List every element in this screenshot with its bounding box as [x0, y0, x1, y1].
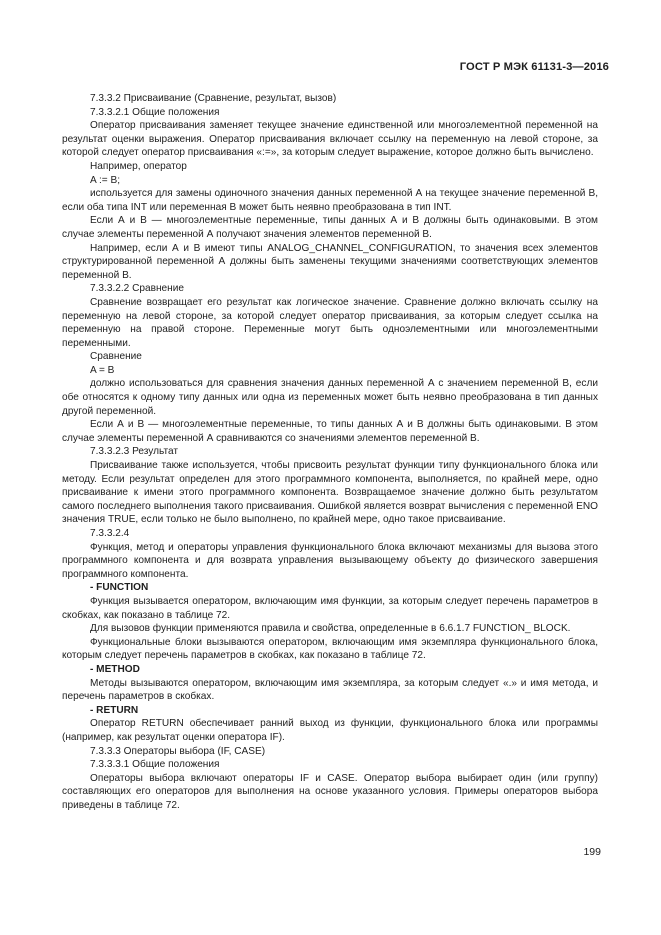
paragraph: 7.3.3.2 Присваивание (Сравнение, результат, вызов) [90, 93, 337, 104]
page-number: 199 [583, 846, 601, 858]
paragraph: 7.3.3.3.1 Общие положения [90, 759, 220, 771]
paragraph: Функция вызывается оператором, включающим имя функции, за которым следует перечень параметров в скобках, как показано в таблице 72. [62, 595, 598, 621]
paragraph: Сравнение возвращает его результат как логическое значение. Сравнение должно включать ссылку на переменную на левой стороне, за которой следует оператор присваивания, за которым следует ссылка на переменную на правой стороне. Переменные могут быть одноэлементными или многоэлементными переменными. [62, 296, 598, 349]
paragraph: Присваивание также используется, чтобы присвоить результат функции типу функционального блока или методу. Если результат определен для этого программного компонента, выполняется, по крайней мере, одно присваивание к имени этого программного компонента. Возвращаемое значение должно быть результатом самого последнего выполнения такого присваивания. Ошибкой является возврат вычисления с переменной ENO значения TRUE, если только не было выполнено, по крайней мере, одно такое присваивание. [62, 460, 598, 526]
paragraph: Если А и В — многоэлементные переменные, типы данных А и В должны быть одинаковыми. В этом случае элементы переменной А получают значения элементов переменной В. [62, 215, 598, 240]
paragraph: Оператор RETURN обеспечивает ранний выход из функции, функционального блока или программы (например, как результат оценки оператора IF). [62, 718, 598, 743]
paragraph: 7.3.3.2.4 [90, 528, 130, 539]
document-body [62, 92, 598, 812]
paragraph: 7.3.3.2.1 Общие положения [90, 106, 220, 118]
paragraph: Методы вызываются оператором, включающим имя экземпляра, за которым следует «.» и имя метода, и перечень параметров в скобках. [62, 677, 598, 703]
paragraph: 7.3.3.2.2 Сравнение [90, 283, 184, 295]
paragraph: Функциональные блоки вызываются оператором, включающим имя экземпляра функционального блока, которым следует перечень параметров в скобках, как показано в таблице 72. [62, 636, 598, 662]
paragraph: используется для замены одиночного значения данных переменной А на текущее значение переменной В, если оба типа INT или переменная В может быть неявно преобразована в тип INT. [62, 188, 598, 213]
section-keyword-heading: - RETURN [90, 704, 139, 716]
paragraph: должно использоваться для сравнения значения данных переменной А с значением переменной В, если обе относятся к одному типу данных или одна из переменных может быть неявно преобразована в тип данных другой переменной. [62, 378, 598, 417]
document-header: ГОСТ Р МЭК 61131-3—2016 [459, 61, 609, 73]
paragraph: Если А и В — многоэлементные переменные, то типы данных А и В должны быть одинаковыми. В этом случае элементы переменной А сравниваются со значениями элементов переменной В. [62, 419, 598, 444]
paragraph: Операторы выбора включают операторы IF и CASE. Оператор выбора выбирает один (или группу) составляющих его операторов для выполнения на основе указанного условия. Примеры операторов выбора приведены в таблице 72. [62, 772, 598, 811]
paragraph: A := B; [90, 174, 121, 186]
paragraph: Функция, метод и операторы управления функционального блока включают механизмы для вызова этого программного компонента и для возврата управления вызывающему объекту до физического завершения программного компонента. [62, 541, 598, 580]
paragraph: Например, если А и В имеют типы ANALOG_CHANNEL_CONFIGURATION, то значения всех элементов структурированной переменной А должны быть заменены текущими значениями соответствующих элементов переменной В. [62, 242, 598, 281]
section-keyword-heading: - METHOD [90, 663, 140, 675]
paragraph: A = B [90, 364, 115, 376]
paragraph: 7.3.3.2.3 Результат [90, 446, 178, 458]
paragraph: Для вызовов функции применяются правила и свойства, определенные в 6.6.1.7 FUNCTION_ BLOCK. [90, 623, 571, 635]
paragraph: Например, оператор [90, 160, 187, 172]
section-keyword-heading: - FUNCTION [90, 582, 149, 594]
paragraph: Сравнение [90, 351, 142, 363]
paragraph: Оператор присваивания заменяет текущее значение единственной или многоэлементной переменной на результат оценки выражения. Оператор присваивания включает ссылку на переменную на левой стороне, за которой следует оператор присваивания «:=», за которым следует выражение, которое должно быть вычислено. [62, 120, 598, 159]
paragraph: 7.3.3.3 Операторы выбора (IF, CASE) [90, 745, 266, 757]
